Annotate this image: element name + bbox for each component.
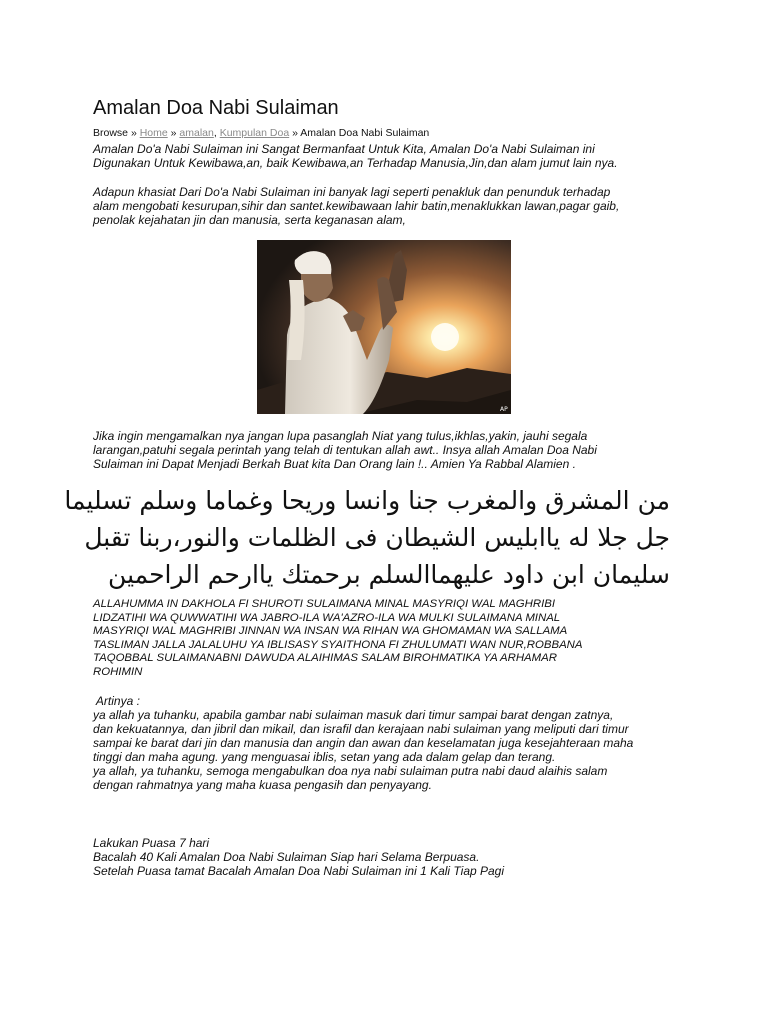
breadcrumb-separator: »: [292, 127, 298, 139]
arabic-line: من المشرق والمغرب جنا وانسا وريحا وغماما وسلم تسليما: [64, 486, 670, 515]
text-line: TAQOBBAL SULAIMANABNI DAWUDA ALAIHIMAS SALAM BIROHMATIKA YA ARHAMAR: [93, 652, 557, 665]
artinya-label: Artinya :: [93, 694, 140, 708]
puasa-instructions: [93, 836, 683, 878]
breadcrumb: [93, 127, 429, 139]
breadcrumb-current: Amalan Doa Nabi Sulaiman: [300, 127, 430, 139]
text-line: ya allah ya tuhanku, apabila gambar nabi sulaiman masuk dari timur sampai barat dengan zatnya,: [93, 708, 614, 722]
breadcrumb-comma: ,: [213, 127, 217, 139]
text-line: Bacalah 40 Kali Amalan Doa Nabi Sulaiman Siap hari Selama Berpuasa.: [93, 850, 480, 864]
niat-paragraph: [93, 429, 683, 471]
intro-paragraph: [93, 142, 683, 170]
breadcrumb-link-kumpulan-doa[interactable]: Kumpulan Doa: [219, 127, 290, 139]
arabic-line: سليمان ابن داود عليهماالسلم برحمتك ياارحم الراحمين: [108, 560, 670, 589]
text-line: tinggi dan maha agung. yang menguasai iblis, setan yang ada dalam gelap dan terang.: [93, 750, 556, 764]
breadcrumb-separator: »: [170, 127, 177, 139]
page-title: Amalan Doa Nabi Sulaiman: [93, 97, 339, 119]
text-line: alam mengobati kesurupan,sihir dan santet.kewibawaan lahir batin,menaklukkan lawan,pagar gaib,: [93, 199, 620, 213]
breadcrumb-link-home[interactable]: Home: [139, 127, 168, 139]
text-line: ALLAHUMMA IN DAKHOLA FI SHUROTI SULAIMANA MINAL MASYRIQI WAL MAGHRIBI: [93, 598, 556, 610]
text-line: dan kekuatannya, dan jibril dan mikail, dan israfil dan kerajaan nabi sulaiman yang meliputi dari timur: [93, 722, 629, 736]
arabic-prayer-text: [64, 482, 670, 593]
text-line: Lakukan Puasa 7 hari: [93, 836, 210, 850]
artinya-translation: [93, 694, 683, 792]
praying-man-photo: [257, 240, 511, 414]
text-line: sampai ke barat dari jin dan manusia dan angin dan awan dan keselamatan juga kesejahteraan maha: [93, 736, 634, 750]
text-line: TASLIMAN JALLA JALALUHU YA IBLISASY SYAITHONA FI ZHULUMATI WAN NUR,ROBBANA: [93, 638, 583, 651]
text-line: Jika ingin mengamalkan nya jangan lupa pasanglah Niat yang tulus,ikhlas,yakin, jauhi segala: [93, 429, 588, 443]
text-line: MASYRIQI WAL MAGHRIBI JINNAN WA INSAN WA RIHAN WA GHOMAMAN WA SALLAMA: [93, 625, 568, 638]
text-line: Adapun khasiat Dari Do'a Nabi Sulaiman ini banyak lagi seperti penakluk dan penunduk terhadap: [93, 185, 611, 199]
praying-man-image: [257, 240, 511, 414]
arabic-line: جل جلا له ياابليس الشيطان فى الظلمات والنور،ربنا تقبل: [84, 523, 670, 552]
text-line: Sulaiman ini Dapat Menjadi Berkah Buat kita Dan Orang lain !.. Amien Ya Rabbal Alamien .: [93, 457, 576, 471]
photo-watermark: AP: [500, 406, 508, 413]
text-line: Setelah Puasa tamat Bacalah Amalan Doa Nabi Sulaiman ini 1 Kali Tiap Pagi: [93, 864, 505, 878]
text-line: Digunakan Untuk Kewibawa,an, baik Kewibawa,an Terhadap Manusia,Jin,dan alam jumut lain nya.: [93, 156, 618, 170]
latin-transliteration: [93, 598, 683, 680]
text-line: Amalan Do'a Nabi Sulaiman ini Sangat Bermanfaat Untuk Kita, Amalan Do'a Nabi Sulaiman ini: [93, 142, 595, 156]
breadcrumb-browse: Browse: [93, 127, 129, 139]
text-line: larangan,patuhi segala perintah yang telah di tentukan allah awt.. Insya allah Amalan Doa Nabi: [93, 443, 597, 457]
khasiat-paragraph: [93, 185, 683, 227]
text-line: penolak kejahatan jin dan manusia, serta keganasan alam,: [93, 213, 406, 227]
text-line: ROHIMIN: [93, 665, 143, 678]
text-line: dengan rahmatnya yang maha kuasa pengasih dan penyayang.: [93, 778, 432, 792]
text-line: LIDZATIHI WA QUWWATIHI WA JABRO-ILA WA'AZRO-ILA WA MULKI SULAIMANA MINAL: [93, 611, 561, 624]
breadcrumb-separator: »: [130, 127, 137, 139]
text-line: ya allah, ya tuhanku, semoga mengabulkan doa nya nabi sulaiman putra nabi daud alaihis salam: [93, 764, 608, 778]
breadcrumb-link-amalan[interactable]: amalan: [179, 127, 214, 139]
